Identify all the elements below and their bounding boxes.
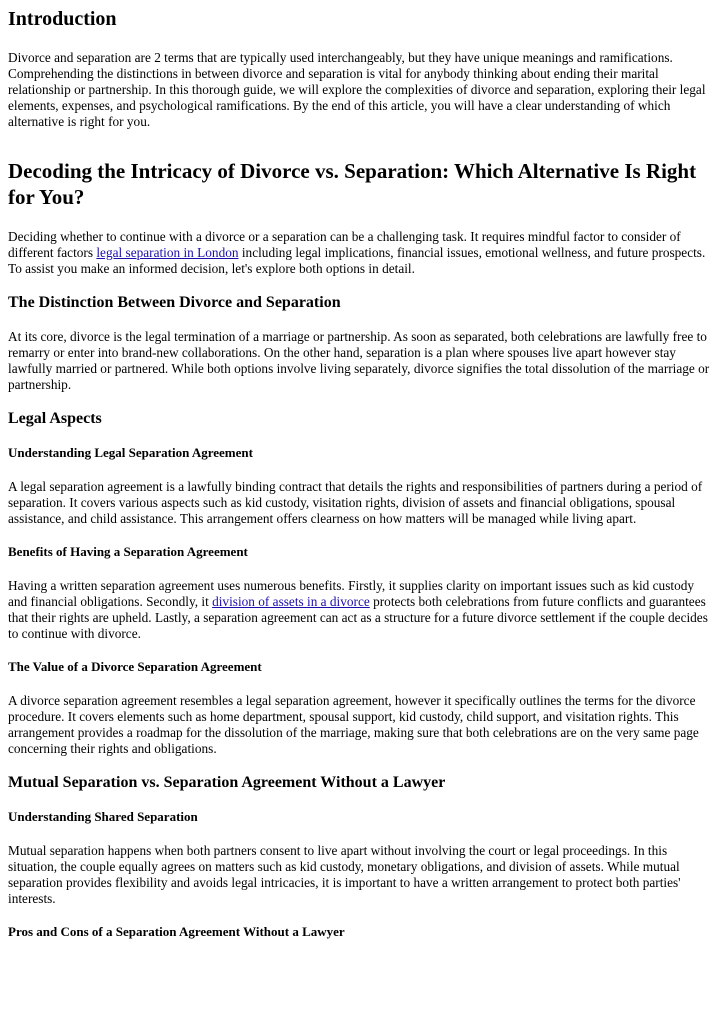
decoding-paragraph [8, 229, 712, 277]
introduction-heading: Introduction [8, 8, 117, 30]
benefits-paragraph [8, 578, 712, 642]
shared-paragraph: Mutual separation happens when both partners consent to live apart without involving the court or legal proceedings. In this situation, the couple equally agrees on matters such as kid custody, monetary obligations, and division of assets. While mutual separation provides flexibility and avoids legal intricacies, it is important to have a written arrangement to protect both parties' interests. [8, 843, 681, 906]
distinction-heading: The Distinction Between Divorce and Separation [8, 294, 341, 311]
decoding-text-after: including legal implications, financial issues, emotional wellness, and future prospects. To assist you make an informed decision, let's explore both options in detail. [8, 245, 706, 276]
shared-heading: Understanding Shared Separation [8, 809, 198, 824]
benefits-text-before: Having a written separation agreement uses numerous benefits. Firstly, it supplies clarity on important issues such as kid custody and financial obligations. Secondly, it [8, 578, 695, 609]
legal-aspects-heading: Legal Aspects [8, 410, 102, 427]
understanding-agreement-paragraph: A legal separation agreement is a lawfully binding contract that details the rights and responsibilities of partners during a period of separation. It covers various aspects such as kid custody, visitation rights, division of assets and financial obligations, spousal assistance, and child assistance. This arrangement offers clearness on how matters will be managed while living apart. [8, 479, 703, 526]
legal-separation-london-link[interactable]: legal separation in London [96, 245, 239, 260]
distinction-paragraph: At its core, divorce is the legal termination of a marriage or partnership. As soon as separated, both celebrations are lawfully free to remarry or enter into brand-new collaborations. On the other hand, separation is a plan where spouses live apart however stay lawfully married or partnered. While both options involve living separately, divorce signifies the total dissolution of the marriage or partnership. [8, 329, 710, 392]
pros-cons-heading: Pros and Cons of a Separation Agreement Without a Lawyer [8, 924, 345, 939]
benefits-heading: Benefits of Having a Separation Agreement [8, 544, 248, 559]
decoding-heading: Decoding the Intricacy of Divorce vs. Separation: Which Alternative Is Right for You? [8, 159, 697, 209]
division-of-assets-link[interactable]: division of assets in a divorce [212, 594, 370, 609]
mutual-heading: Mutual Separation vs. Separation Agreement Without a Lawyer [8, 774, 446, 791]
introduction-paragraph: Divorce and separation are 2 terms that are typically used interchangeably, but they have unique meanings and ramifications. Comprehending the distinctions in between divorce and separation is vital for anybody thinking about ending their marital relationship or partnership. In this thorough guide, we will explore the complexities of divorce and separation, exploring their legal elements, expenses, and psychological ramifications. By the end of this article, you will have a clear understanding of which alternative is right for you. [8, 50, 706, 129]
understanding-agreement-heading: Understanding Legal Separation Agreement [8, 445, 253, 460]
benefits-text-after: protects both celebrations from future conflicts and guarantees that their rights are upheld. Lastly, a separation agreement can act as a structure for a future divorce settlement if the couple decides to continue with divorce. [8, 594, 708, 641]
value-heading: The Value of a Divorce Separation Agreement [8, 659, 262, 674]
value-paragraph: A divorce separation agreement resembles a legal separation agreement, however it specifically outlines the terms for the divorce procedure. It covers elements such as home department, spousal support, kid custody, child support, and visitation rights. This arrangement provides a roadmap for the dissolution of the marriage, making sure that both celebrations are on the very same page concerning their rights and obligations. [8, 693, 699, 756]
decoding-text-before: Deciding whether to continue with a divorce or a separation can be a challenging task. It requires mindful factor to consider of different factors [8, 229, 681, 260]
